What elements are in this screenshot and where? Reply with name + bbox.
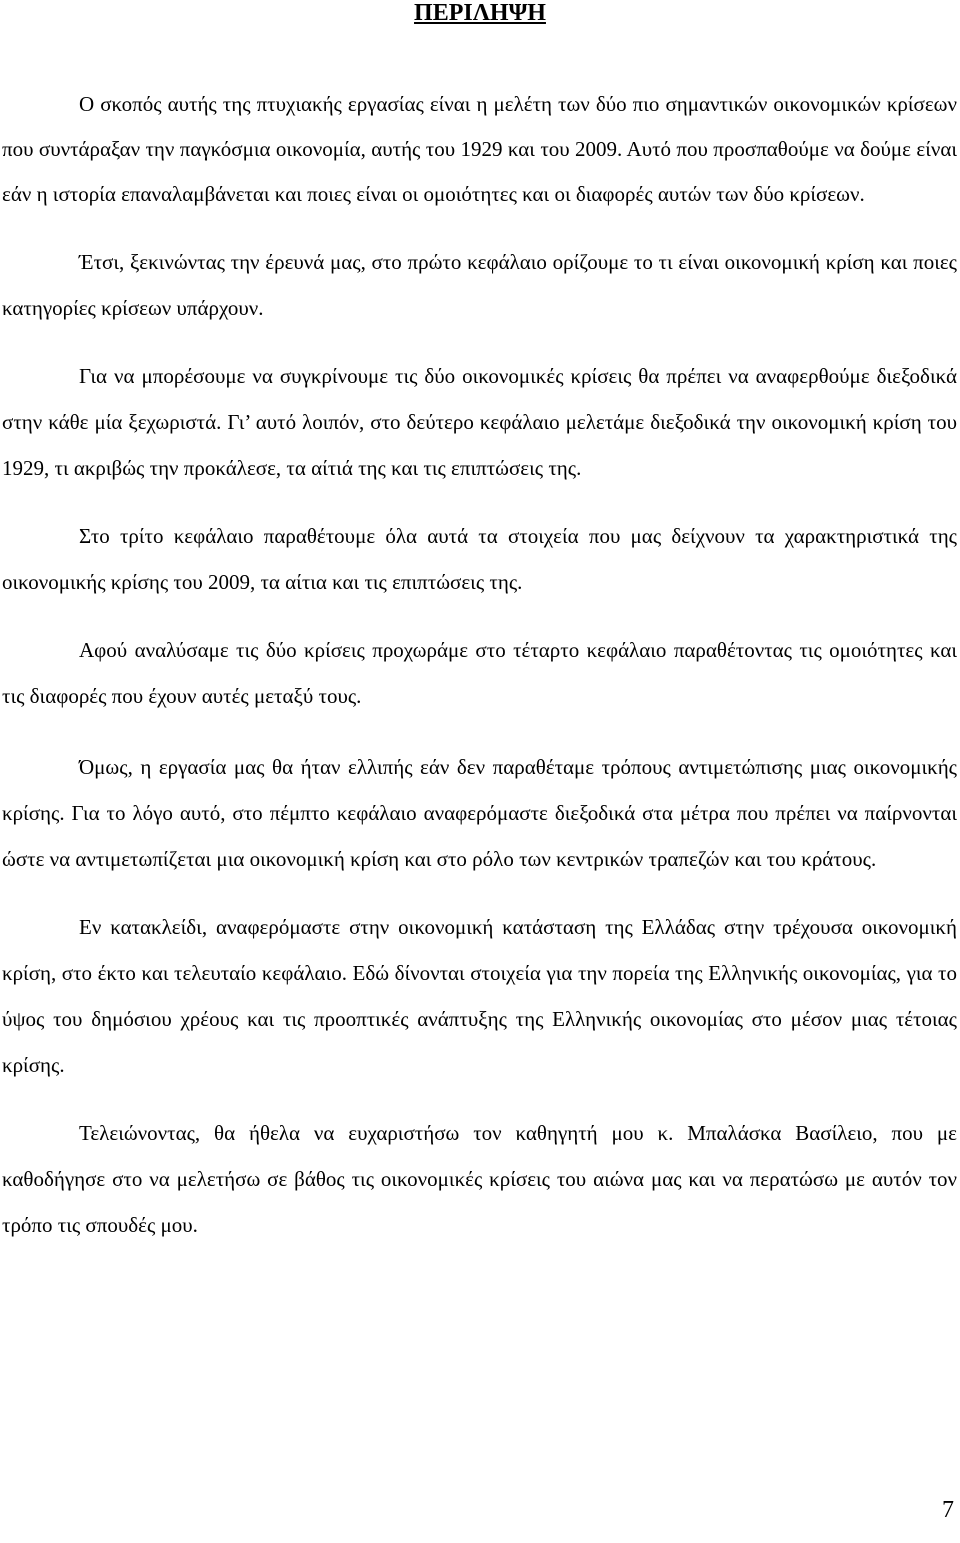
paragraph-chapter-six: Εν κατακλείδι, αναφερόμαστε στην οικονομική κατάσταση της Ελλάδας στην τρέχουσα οικονομική κρίση, στο έκτο και τελευταίο κεφάλαιο. Εδώ δίνονται στοιχεία για την πορεία της Ελληνικής οικονομίας, για το ύψος του δημόσιου χρέους και τις προοπτικές ανάπτυξης της Ελληνικής οικονομίας στο μέσον μιας τέτοιας κρίσης. xyxy=(2,915,957,1077)
paragraph-chapter-one: Έτσι, ξεκινώντας την έρευνά μας, στο πρώτο κεφάλαιο ορίζουμε το τι είναι οικονομική κρίση και ποιες κατηγορίες κρίσεων υπάρχουν. xyxy=(2,250,957,320)
paragraph-chapter-three: Στο τρίτο κεφάλαιο παραθέτουμε όλα αυτά τα στοιχεία που μας δείχνουν τα χαρακτηριστικά της οικονομικής κρίσης του 2009, τα αίτια και τις επιπτώσεις της. xyxy=(2,524,957,594)
paragraph-chapter-five: Όμως, η εργασία μας θα ήταν ελλιπής εάν δεν παραθέταμε τρόπους αντιμετώπισης μιας οικονομικής κρίσης. Για το λόγο αυτό, στο πέμπτο κεφάλαιο αναφερόμαστε διεξοδικά στα μέτρα που πρέπει να παίρνονται ώστε να αντιμετωπίζεται μια οικονομική κρίση και στο ρόλο των κεντρικών τραπεζών και του κράτους. xyxy=(2,755,957,871)
page-title: ΠΕΡΙΛΗΨΗ xyxy=(414,0,546,26)
paragraph-chapter-four: Αφού αναλύσαμε τις δύο κρίσεις προχωράμε στο τέταρτο κεφάλαιο παραθέτοντας τις ομοιότητες και τις διαφορές που έχουν αυτές μεταξύ τους. xyxy=(2,638,957,708)
page-number: 7 xyxy=(942,1497,954,1523)
paragraph-purpose: Ο σκοπός αυτής της πτυχιακής εργασίας είναι η μελέτη των δύο πιο σημαντικών οικονομικών κρίσεων που συντάραξαν την παγκόσμια οικονομία, αυτής του 1929 και του 2009. Αυτό που προσπαθούμε να δούμε είναι εάν η ιστορία επαναλαμβάνεται και ποιες είναι οι ομοιότητες και οι διαφορές αυτών των δύο κρίσεων. xyxy=(2,92,957,206)
paragraph-acknowledgement: Τελειώνοντας, θα ήθελα να ευχαριστήσω τον καθηγητή μου κ. Μπαλάσκα Βασίλειο, που με καθοδήγησε στο να μελετήσω σε βάθος τις οικονομικές κρίσεις του αιώνα μας και να περατώσω με αυτόν τον τρόπο τις σπουδές μου. xyxy=(2,1121,957,1237)
paragraph-chapter-two: Για να μπορέσουμε να συγκρίνουμε τις δύο οικονομικές κρίσεις θα πρέπει να αναφερθούμε διεξοδικά στην κάθε μία ξεχωριστά. Γι’ αυτό λοιπόν, στο δεύτερο κεφάλαιο μελετάμε διεξοδικά την οικονομική κρίση του 1929, τι ακριβώς την προκάλεσε, τα αίτιά της και τις επιπτώσεις της. xyxy=(2,364,957,480)
document-body xyxy=(2,82,957,1270)
